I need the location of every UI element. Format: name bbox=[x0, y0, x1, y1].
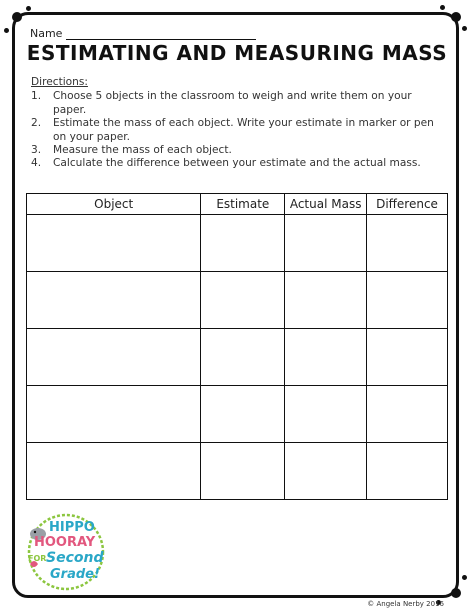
direction-number: 4. bbox=[31, 157, 42, 170]
corner-dot bbox=[451, 12, 461, 22]
direction-number: 2. bbox=[31, 117, 42, 130]
table-cell[interactable] bbox=[27, 272, 201, 329]
table-cell[interactable] bbox=[285, 272, 367, 329]
logo-line-1: HIPPO bbox=[49, 520, 95, 535]
table-row bbox=[27, 272, 448, 329]
header-object: Object bbox=[27, 194, 201, 215]
corner-dot bbox=[462, 26, 467, 31]
name-row bbox=[30, 27, 256, 40]
table-cell[interactable] bbox=[367, 272, 448, 329]
table-cell[interactable] bbox=[27, 215, 201, 272]
name-label: Name bbox=[30, 27, 63, 40]
table-cell[interactable] bbox=[201, 386, 285, 443]
direction-item bbox=[31, 157, 441, 170]
table-cell[interactable] bbox=[367, 215, 448, 272]
table-row bbox=[27, 386, 448, 443]
corner-dot bbox=[440, 5, 445, 10]
table-cell[interactable] bbox=[367, 443, 448, 500]
corner-dot bbox=[26, 6, 31, 11]
directions-heading: Directions: bbox=[31, 76, 88, 88]
table-header-row bbox=[27, 194, 448, 215]
table-cell[interactable] bbox=[201, 215, 285, 272]
table-cell[interactable] bbox=[285, 329, 367, 386]
header-difference: Difference bbox=[367, 194, 448, 215]
corner-dot bbox=[462, 575, 467, 580]
direction-text: Calculate the difference between your estimate and the actual mass. bbox=[53, 157, 421, 170]
logo-line-5: Grade! bbox=[50, 567, 100, 582]
table-row bbox=[27, 443, 448, 500]
logo-line-3: FOR bbox=[28, 554, 47, 563]
table-cell[interactable] bbox=[285, 443, 367, 500]
corner-dot bbox=[4, 28, 9, 33]
directions bbox=[31, 76, 441, 171]
table-cell[interactable] bbox=[367, 329, 448, 386]
direction-item bbox=[31, 117, 441, 144]
copyright-text: © Angela Nerby 2016 bbox=[367, 600, 444, 608]
table-row bbox=[27, 215, 448, 272]
direction-number: 1. bbox=[31, 90, 42, 103]
direction-text: Measure the mass of each object. bbox=[53, 144, 232, 157]
direction-text: Choose 5 objects in the classroom to weigh and write them on your paper. bbox=[53, 90, 412, 116]
name-field[interactable] bbox=[66, 28, 256, 40]
logo-line-4: Second bbox=[46, 550, 104, 566]
table-cell[interactable] bbox=[285, 386, 367, 443]
table-cell[interactable] bbox=[27, 443, 201, 500]
direction-item bbox=[31, 90, 441, 117]
mass-table bbox=[26, 193, 448, 500]
table-cell[interactable] bbox=[367, 386, 448, 443]
table-cell[interactable] bbox=[27, 329, 201, 386]
table-cell[interactable] bbox=[201, 443, 285, 500]
header-estimate: Estimate bbox=[201, 194, 285, 215]
table-cell[interactable] bbox=[201, 272, 285, 329]
direction-number: 3. bbox=[31, 144, 42, 157]
corner-dot bbox=[12, 12, 22, 22]
logo-line-2: HOORAY bbox=[34, 535, 96, 550]
table-row bbox=[27, 329, 448, 386]
table-cell[interactable] bbox=[27, 386, 201, 443]
table-cell[interactable] bbox=[201, 329, 285, 386]
hippo-hooray-logo bbox=[22, 512, 110, 592]
header-actual-mass: Actual Mass bbox=[285, 194, 367, 215]
direction-item bbox=[31, 144, 441, 157]
table-cell[interactable] bbox=[285, 215, 367, 272]
page-title: ESTIMATING AND MEASURING MASS bbox=[26, 41, 448, 65]
corner-dot bbox=[451, 588, 461, 598]
direction-text: Estimate the mass of each object. Write your estimate in marker or pen on your paper. bbox=[53, 117, 434, 143]
